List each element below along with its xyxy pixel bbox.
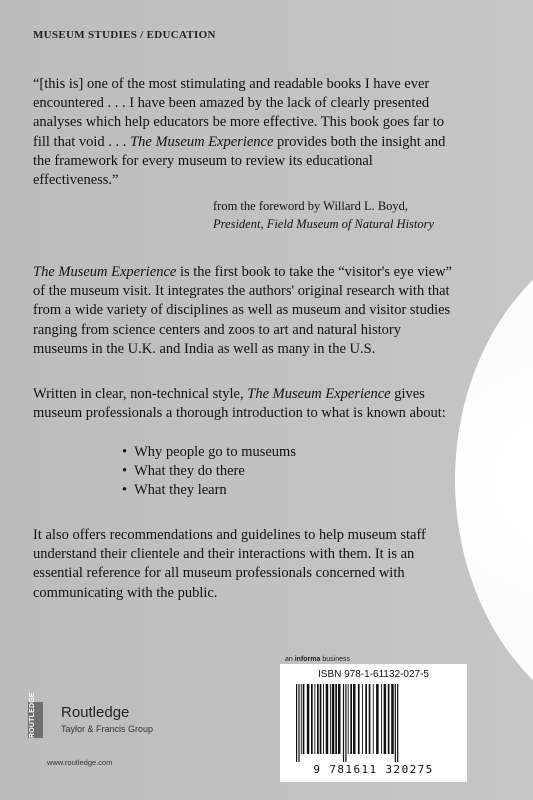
barcode-bar bbox=[301, 684, 302, 754]
quote-text-2: provides both the insight and the framework for every museum to review its educational effectiveness.” bbox=[33, 133, 446, 189]
barcode-bar bbox=[320, 684, 322, 754]
attribution-affiliation: President, Field Museum of Natural History bbox=[213, 217, 435, 231]
publisher-url: www.routledge.com bbox=[47, 758, 113, 767]
barcode-bar bbox=[397, 684, 398, 762]
barcode-bar bbox=[303, 684, 305, 754]
barcode-bar bbox=[296, 684, 297, 762]
barcode-bar bbox=[326, 684, 329, 754]
barcode-bar bbox=[332, 684, 335, 754]
barcode-bar bbox=[373, 684, 374, 754]
publisher-group: Taylor & Francis Group bbox=[61, 724, 154, 734]
barcode-bar bbox=[338, 684, 341, 754]
barcode-icon bbox=[292, 684, 455, 764]
barcode-bar bbox=[323, 684, 324, 754]
informa-brand: informa bbox=[294, 656, 321, 663]
informa-prefix: an bbox=[285, 656, 295, 663]
topic-list bbox=[122, 443, 296, 501]
description-paragraph-3: It also offers recommendations and guidelines to help museum staff understand their clientele and their interactions with them. It is an essential reference for all museum professionals concerned with communicating with the public. bbox=[33, 527, 426, 601]
endorsement-quote bbox=[33, 75, 453, 190]
barcode-digits: 9 781611 320275 bbox=[313, 763, 434, 776]
list-item: • Why people go to museums bbox=[122, 443, 296, 462]
list-item: • What they do there bbox=[122, 462, 296, 481]
barcode-bar bbox=[376, 684, 379, 754]
barcode-bar bbox=[369, 684, 371, 754]
p1-book-title: The Museum Experience bbox=[33, 264, 177, 280]
publisher-block bbox=[28, 692, 188, 767]
routledge-logo bbox=[28, 692, 43, 738]
barcode-bar bbox=[348, 684, 349, 754]
publisher-name: Routledge bbox=[61, 704, 130, 721]
informa-suffix: business bbox=[320, 656, 350, 663]
informa-tagline bbox=[285, 656, 350, 663]
barcode-bar bbox=[384, 684, 387, 754]
p2-text-2: gives museum professionals a thorough introduction to what is known about: bbox=[33, 386, 446, 422]
barcode-bar bbox=[307, 684, 310, 754]
series-label: MUSEUM STUDIES / EDUCATION bbox=[33, 29, 216, 41]
p2-text-1: Written in clear, non-technical style, bbox=[33, 386, 248, 402]
p2-book-title: The Museum Experience bbox=[247, 386, 391, 402]
quote-text-1: “[this is] one of the most stimulating and readable books I have ever encountered . . . I have been amazed by the lack of clearly presented analyses which help educators be more effective. This book goes far to fill that void . . . bbox=[33, 76, 444, 150]
barcode-bar bbox=[388, 684, 390, 754]
description-paragraph-1 bbox=[33, 263, 453, 359]
isbn-barcode bbox=[280, 664, 467, 782]
attribution-line-2 bbox=[213, 215, 473, 233]
quote-book-title: The Museum Experience bbox=[130, 133, 274, 150]
barcode-bar bbox=[343, 684, 344, 762]
barcode-bar bbox=[317, 684, 319, 754]
attribution-line-1: from the foreword by Willard L. Boyd, bbox=[213, 199, 409, 213]
p1-text: is the first book to take the “visitor's eye view” of the museum visit. It integrates the authors' original research with that from a wide variety of disciplines as well as museum and visitor studies ranging from science centers and zoos to art and natural history museums in the U.K. and India as well as many in the U.S. bbox=[33, 264, 452, 357]
barcode-bar bbox=[395, 684, 396, 762]
barcode-bar bbox=[353, 684, 356, 754]
barcode-bar bbox=[381, 684, 382, 754]
barcode-bar bbox=[362, 684, 363, 754]
routledge-logo-text: ROUTLEDGE bbox=[29, 692, 36, 738]
barcode-bar bbox=[298, 684, 299, 762]
barcode-bar bbox=[311, 684, 313, 754]
barcode-bar bbox=[314, 684, 315, 754]
barcode-bar bbox=[335, 684, 337, 754]
decorative-arc bbox=[455, 220, 533, 740]
barcode-bar bbox=[345, 684, 346, 762]
barcode-bar bbox=[391, 684, 394, 754]
barcode-bar bbox=[350, 684, 352, 754]
barcode-bar bbox=[365, 684, 367, 754]
list-item: • What they learn bbox=[122, 481, 296, 500]
barcode-bar bbox=[358, 684, 360, 754]
description-paragraph-2 bbox=[33, 385, 453, 423]
isbn-label: ISBN 978-1-61132-027-5 bbox=[318, 669, 429, 680]
quote-attribution bbox=[213, 197, 473, 233]
barcode-bar bbox=[330, 684, 331, 754]
